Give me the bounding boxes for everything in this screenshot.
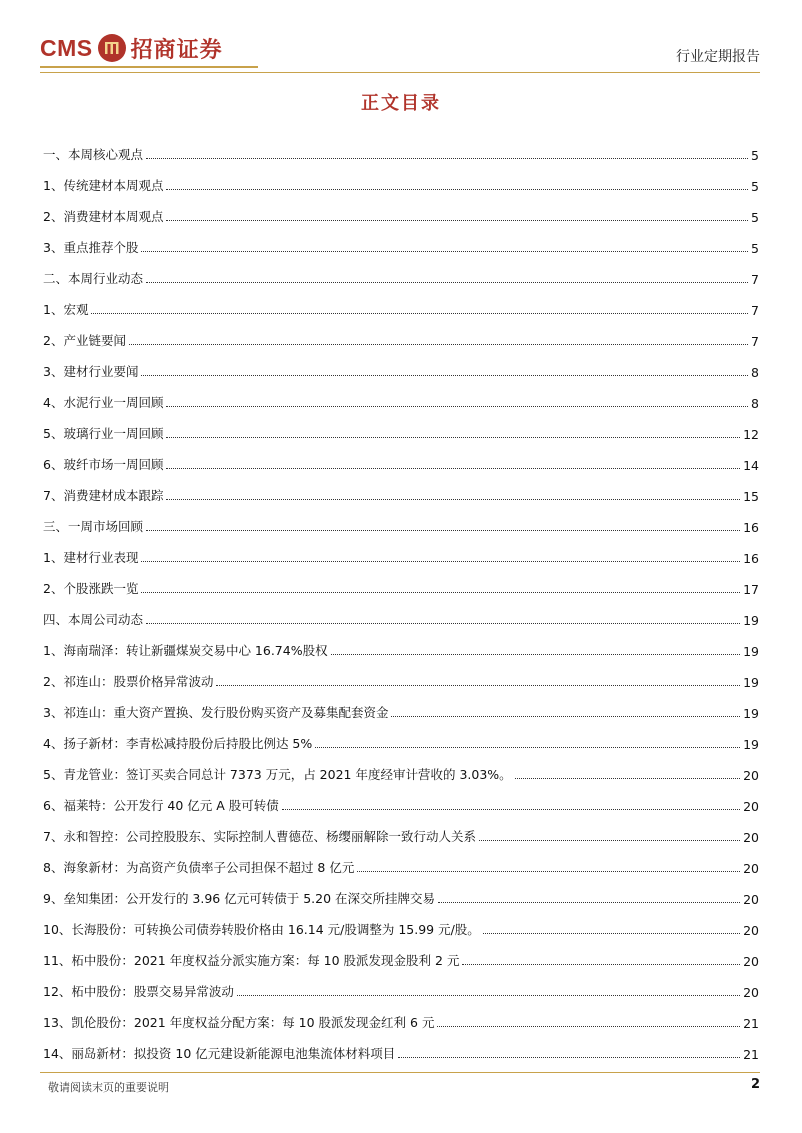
- toc-entry[interactable]: [43, 876, 759, 907]
- toc-dot-leader: [398, 1057, 740, 1058]
- toc-entry-label: 5、青龙管业：签订买卖合同总计 7373 万元，占 2021 年度经审计营收的 3.03%。: [43, 767, 512, 782]
- footer-divider: [40, 1072, 760, 1073]
- toc-entry-page: 16: [743, 520, 759, 535]
- toc-entry-label: 4、扬子新材：李青松减持股份后持股比例达 5%: [43, 736, 313, 751]
- toc-entry-page: 17: [743, 582, 759, 597]
- toc-entry-label: 四、本周公司动态: [43, 612, 144, 627]
- toc-entry[interactable]: [43, 969, 759, 1000]
- toc-entry-label: 2、祁连山：股票价格异常波动: [43, 674, 214, 689]
- toc-dot-leader: [166, 406, 748, 407]
- toc-entry-label: 3、祁连山：重大资产置换、发行股份购买资产及募集配套资金: [43, 705, 389, 720]
- toc-entry-page: 15: [743, 489, 759, 504]
- toc-entry-page: 5: [751, 210, 759, 225]
- toc-dot-leader: [331, 654, 741, 655]
- toc-entry-label: 3、重点推荐个股: [43, 240, 139, 255]
- toc-entry-page: 20: [743, 892, 759, 907]
- toc-dot-leader: [146, 530, 740, 531]
- logo-emblem-icon: [98, 34, 126, 62]
- toc-entry-page: 19: [743, 706, 759, 721]
- toc-entry[interactable]: [43, 752, 759, 783]
- company-logo: [40, 30, 223, 66]
- toc-entry[interactable]: [43, 783, 759, 814]
- toc-entry-label: 11、柘中股份：2021 年度权益分派实施方案：每 10 股派发现金股利 2 元: [43, 953, 460, 968]
- toc-entry-page: 8: [751, 365, 759, 380]
- toc-entry-label: 7、消费建材成本跟踪: [43, 488, 164, 503]
- toc-entry-page: 21: [743, 1047, 759, 1062]
- toc-dot-leader: [146, 158, 748, 159]
- toc-entry-label: 2、个股涨跌一览: [43, 581, 139, 596]
- toc-entry-label: 8、海象新材：为高资产负债率子公司担保不超过 8 亿元: [43, 860, 355, 875]
- toc-entry[interactable]: [43, 132, 759, 163]
- page-footer: [40, 1072, 760, 1094]
- toc-dot-leader: [479, 840, 740, 841]
- toc-entry[interactable]: [43, 225, 759, 256]
- toc-dot-leader: [166, 499, 740, 500]
- toc-dot-leader: [462, 964, 740, 965]
- toc-entry-label: 13、凯伦股份：2021 年度权益分配方案：每 10 股派发现金红利 6 元: [43, 1015, 435, 1030]
- toc-entry[interactable]: [43, 845, 759, 876]
- toc-dot-leader: [282, 809, 740, 810]
- toc-entry-page: 5: [751, 148, 759, 163]
- toc-entry[interactable]: [43, 690, 759, 721]
- toc-dot-leader: [391, 716, 740, 717]
- toc-dot-leader: [141, 592, 740, 593]
- toc-entry-label: 一、本周核心观点: [43, 147, 144, 162]
- logo-text-cn: 招商证券: [130, 37, 223, 63]
- toc-entry-label: 2、产业链要闻: [43, 333, 126, 348]
- toc-entry-label: 9、垒知集团：公开发行的 3.96 亿元可转债于 5.20 在深交所挂牌交易: [43, 891, 436, 906]
- toc-entry-page: 19: [743, 737, 759, 752]
- toc-entry-page: 7: [751, 272, 759, 287]
- toc-dot-leader: [141, 375, 748, 376]
- toc-entry-label: 1、海南瑞泽：转让新疆煤炭交易中心 16.74%股权: [43, 643, 328, 658]
- toc-entry[interactable]: [43, 287, 759, 318]
- toc-entry-page: 19: [743, 675, 759, 690]
- toc-entry[interactable]: [43, 659, 759, 690]
- toc-entry-page: 20: [743, 923, 759, 938]
- toc-entry-page: 20: [743, 985, 759, 1000]
- toc-entry-label: 三、一周市场回顾: [43, 519, 144, 534]
- toc-dot-leader: [483, 933, 740, 934]
- disclaimer-note: 敬请阅读末页的重要说明: [48, 1081, 169, 1094]
- toc-entry-label: 6、福莱特：公开发行 40 亿元 A 股可转债: [43, 798, 279, 813]
- toc-dot-leader: [237, 995, 740, 996]
- toc-dot-leader: [438, 902, 740, 903]
- page-header: [40, 30, 760, 74]
- toc-entry-label: 7、永和智控：公司控股股东、实际控制人曹德莅、杨缨丽解除一致行动人关系: [43, 829, 476, 844]
- toc-entry[interactable]: [43, 349, 759, 380]
- toc-entry-label: 6、玻纤市场一周回顾: [43, 457, 164, 472]
- toc-dot-leader: [515, 778, 740, 779]
- toc-entry-page: 20: [743, 830, 759, 845]
- toc-entry-page: 12: [743, 427, 759, 442]
- toc-entry[interactable]: [43, 504, 759, 535]
- toc-entry[interactable]: [43, 411, 759, 442]
- toc-entry[interactable]: [43, 1031, 759, 1062]
- toc-dot-leader: [141, 251, 748, 252]
- toc-entry-page: 7: [751, 303, 759, 318]
- toc-dot-leader: [166, 220, 748, 221]
- toc-entry-label: 14、丽岛新材：拟投资 10 亿元建设新能源电池集流体材料项目: [43, 1046, 396, 1061]
- toc-entry[interactable]: [43, 907, 759, 938]
- toc-entry-page: 20: [743, 954, 759, 969]
- toc-entry-page: 5: [751, 179, 759, 194]
- toc-entry-label: 1、传统建材本周观点: [43, 178, 164, 193]
- toc-entry-label: 二、本周行业动态: [43, 271, 144, 286]
- toc-entry-page: 20: [743, 768, 759, 783]
- toc-entry-page: 8: [751, 396, 759, 411]
- toc-entry[interactable]: [43, 938, 759, 969]
- toc-title: 正文目录: [361, 93, 441, 114]
- toc-dot-leader: [166, 468, 740, 469]
- toc-entry[interactable]: [43, 473, 759, 504]
- toc-entry[interactable]: [43, 163, 759, 194]
- toc-dot-leader: [437, 1026, 740, 1027]
- toc-entry[interactable]: [43, 318, 759, 349]
- toc-entry-label: 10、长海股份：可转换公司债券转股价格由 16.14 元/股调整为 15.99 元/股。: [43, 922, 480, 937]
- toc-entry-page: 20: [743, 861, 759, 876]
- toc-dot-leader: [146, 623, 740, 624]
- logo-underline: [40, 66, 258, 68]
- toc-entry[interactable]: [43, 814, 759, 845]
- toc-entry-label: 4、水泥行业一周回顾: [43, 395, 164, 410]
- report-type-label: 行业定期报告: [676, 49, 760, 65]
- toc-entry-label: 12、柘中股份：股票交易异常波动: [43, 984, 234, 999]
- toc-entry-label: 5、玻璃行业一周回顾: [43, 426, 164, 441]
- toc-dot-leader: [141, 561, 740, 562]
- toc-dot-leader: [357, 871, 740, 872]
- toc-dot-leader: [315, 747, 740, 748]
- toc-entry-page: 14: [743, 458, 759, 473]
- toc-entry[interactable]: [43, 380, 759, 411]
- toc-dot-leader: [216, 685, 740, 686]
- toc-dot-leader: [91, 313, 748, 314]
- toc-entry[interactable]: [43, 597, 759, 628]
- toc-entry-label: 2、消费建材本周观点: [43, 209, 164, 224]
- toc-dot-leader: [129, 344, 748, 345]
- toc-entry[interactable]: [43, 721, 759, 752]
- toc-dot-leader: [146, 282, 748, 283]
- logo-text-en: CMS: [40, 34, 93, 61]
- toc-dot-leader: [166, 437, 740, 438]
- toc-entry[interactable]: [43, 628, 759, 659]
- toc-entry[interactable]: [43, 256, 759, 287]
- toc-entry[interactable]: [43, 442, 759, 473]
- toc-entry-page: 7: [751, 334, 759, 349]
- toc-entry-page: 20: [743, 799, 759, 814]
- header-divider: [40, 72, 760, 73]
- toc-entry-label: 1、宏观: [43, 302, 89, 317]
- toc-entry[interactable]: [43, 566, 759, 597]
- toc-entry-page: 21: [743, 1016, 759, 1031]
- toc-entry-label: 1、建材行业表现: [43, 550, 139, 565]
- toc-entry-page: 19: [743, 613, 759, 628]
- toc-entry-page: 5: [751, 241, 759, 256]
- toc-dot-leader: [166, 189, 748, 190]
- page-number: 2: [750, 1077, 760, 1092]
- toc-entry-label: 3、建材行业要闻: [43, 364, 139, 379]
- toc-entry-page: 16: [743, 551, 759, 566]
- toc-entry-page: 19: [743, 644, 759, 659]
- toc-entry[interactable]: [43, 1000, 759, 1031]
- toc-entry[interactable]: [43, 535, 759, 566]
- toc-entry[interactable]: [43, 194, 759, 225]
- table-of-contents: [43, 132, 759, 1062]
